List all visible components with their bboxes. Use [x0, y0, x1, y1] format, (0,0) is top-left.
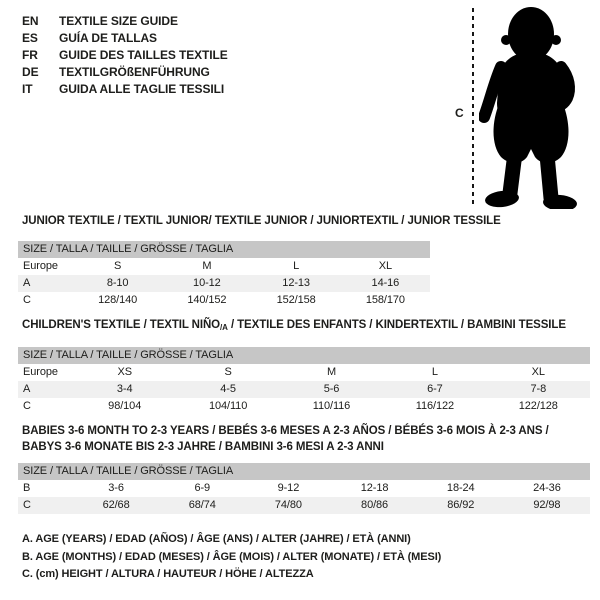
table-title: JUNIOR TEXTILE / TEXTIL JUNIOR/ TEXTILE JUNIOR / JUNIORTEXTIL / JUNIOR TESSILE [22, 215, 501, 227]
list-item [22, 47, 228, 64]
guide-title: GUÍA DE TALLAS [59, 31, 157, 45]
language-code: ES [22, 31, 38, 45]
table-row [18, 398, 590, 415]
list-item [22, 30, 228, 47]
table-row [18, 381, 590, 398]
size-cell: 8-10 [106, 277, 129, 289]
size-cell: 86/92 [447, 499, 475, 511]
size-cell: 14-16 [371, 277, 400, 289]
language-code: IT [22, 82, 33, 96]
table-row [18, 258, 430, 275]
size-cell: 3-6 [108, 482, 124, 494]
size-cell: L [293, 260, 300, 272]
size-cell: S [224, 366, 232, 378]
table-row [18, 480, 590, 497]
size-cell: 158/170 [365, 294, 405, 306]
size-cell: 24-36 [533, 482, 561, 494]
height-figure [455, 3, 600, 213]
size-cell: 4-5 [220, 383, 236, 395]
row-label: A [23, 277, 31, 289]
children-size-table [18, 319, 590, 415]
row-label: B [23, 482, 31, 494]
guide-title: TEXTILE SIZE GUIDE [59, 14, 178, 28]
footnote-legend [22, 531, 441, 584]
list-item [22, 64, 228, 81]
size-cell: 80/86 [361, 499, 389, 511]
size-cell: M [202, 260, 212, 272]
size-cell: L [431, 366, 438, 378]
babies-size-table [18, 423, 590, 514]
size-cell: 140/152 [187, 294, 227, 306]
size-cell: 98/104 [108, 400, 142, 412]
size-cell: 3-4 [116, 383, 133, 395]
baby-silhouette-icon [479, 3, 600, 209]
row-label: C [23, 499, 31, 511]
size-cell: 18-24 [446, 482, 475, 494]
size-cell: XL [531, 366, 545, 378]
table-title [18, 319, 590, 334]
footnote-c: C. (cm) HEIGHT / ALTURA / HAUTEUR / HÖHE / ALTEZZA [22, 568, 314, 580]
size-cell: 7-8 [530, 383, 547, 395]
language-code: DE [22, 65, 39, 79]
size-header-bar: SIZE / TALLA / TAILLE / GRÖSSE / TAGLIA [18, 347, 590, 364]
size-header-bar: SIZE / TALLA / TAILLE / GRÖSSE / TAGLIA [18, 463, 590, 480]
table-row [18, 497, 590, 514]
size-cell: 6-7 [427, 383, 443, 395]
list-item [22, 13, 228, 30]
table-title [18, 423, 590, 455]
size-cell: 6-9 [194, 482, 211, 494]
row-label: Europe [23, 366, 58, 378]
table-title-line1: BABIES 3-6 MONTH TO 2-3 YEARS / BEBÉS 3-6 MESES A 2-3 AÑOS / BÉBÉS 3-6 MOIS À 2-3 ANS / [22, 425, 549, 437]
size-cell: 62/68 [102, 499, 130, 511]
footnote-a: A. AGE (YEARS) / EDAD (AÑOS) / ÂGE (ANS) / ALTER (JAHRE) / ETÀ (ANNI) [22, 533, 411, 545]
footnote-b: B. AGE (MONTHS) / EDAD (MESES) / ÂGE (MOIS) / ALTER (MONATE) / ETÀ (MESI) [22, 550, 442, 563]
size-cell: XS [117, 366, 132, 378]
size-cell: 128/140 [98, 294, 138, 306]
size-cell: 116/122 [415, 400, 455, 412]
table-title-text: / TEXTILE DES ENFANTS / KINDERTEXTIL / BAMBINI TESSILE [227, 319, 566, 331]
row-label: Europe [23, 260, 58, 272]
size-cell: M [326, 366, 337, 378]
guide-title: GUIDA ALLE TAGLIE TESSILI [59, 82, 225, 96]
table-row [18, 275, 430, 292]
size-cell: 74/80 [274, 499, 302, 511]
table-row [18, 364, 590, 381]
table-title-subscript: /A [220, 323, 228, 332]
size-cell: 110/116 [312, 400, 351, 412]
guide-title: GUIDE DES TAILLES TEXTILE [59, 48, 228, 62]
row-label: C [23, 400, 31, 412]
language-title-list [22, 13, 228, 98]
size-cell: 12-18 [360, 482, 389, 494]
language-code: EN [22, 14, 39, 28]
list-item [22, 81, 228, 98]
height-marker-label: C [455, 106, 464, 120]
table-title-text: CHILDREN'S TEXTILE / TEXTIL NIÑO [22, 319, 221, 331]
row-label: A [23, 383, 31, 395]
table-row [18, 292, 430, 309]
size-cell: 92/98 [533, 499, 561, 511]
row-label: C [23, 294, 31, 306]
size-cell: 122/128 [518, 400, 558, 412]
guide-title: TEXTILGRÖßENFÜHRUNG [59, 65, 210, 79]
size-cell: 68/74 [188, 499, 216, 511]
size-cell: XL [378, 260, 392, 272]
size-cell: 104/110 [208, 400, 248, 412]
size-cell: 5-6 [323, 383, 340, 395]
size-cell: 152/158 [276, 294, 316, 306]
size-cell: 10-12 [193, 277, 221, 289]
language-code: FR [22, 48, 38, 62]
size-cell: 9-12 [277, 482, 300, 494]
size-cell: 12-13 [282, 277, 310, 289]
size-header-bar: SIZE / TALLA / TAILLE / GRÖSSE / TAGLIA [18, 241, 430, 258]
junior-size-table [18, 215, 501, 309]
height-measure-line [472, 8, 474, 206]
table-title-line2: BABYS 3-6 MONATE BIS 2-3 JAHRE / BAMBINI 3-6 MESI A 2-3 ANNI [22, 441, 384, 453]
size-cell: S [114, 260, 122, 272]
